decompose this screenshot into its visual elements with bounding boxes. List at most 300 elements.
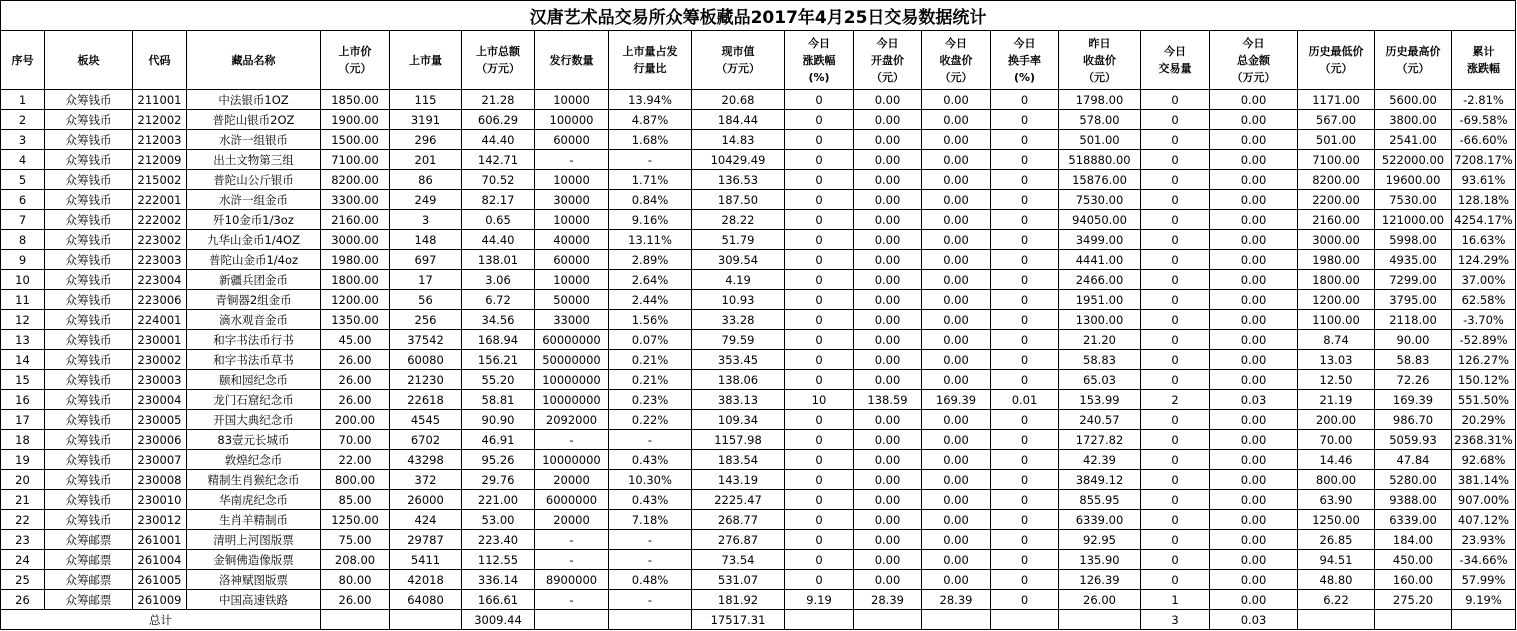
table-cell: 4 bbox=[1, 150, 45, 170]
table-cell: 261004 bbox=[133, 550, 187, 570]
table-cell: 64080 bbox=[390, 590, 462, 610]
table-cell: 0 bbox=[1141, 510, 1210, 530]
title-row bbox=[1, 1, 1516, 31]
table-cell: 75.00 bbox=[321, 530, 390, 550]
table-cell: 3849.12 bbox=[1059, 470, 1141, 490]
total-cell-empty bbox=[854, 610, 922, 630]
table-cell: 0.22% bbox=[609, 410, 692, 430]
column-header: 今日 涨跌幅 (%) bbox=[785, 31, 854, 90]
table-cell: 龙门石窟纪念币 bbox=[187, 390, 321, 410]
table-cell: 12 bbox=[1, 310, 45, 330]
table-cell: 20 bbox=[1, 470, 45, 490]
table-cell: 1250.00 bbox=[321, 510, 390, 530]
table-cell: 44.40 bbox=[462, 230, 535, 250]
table-cell: 普陀山金币1/4oz bbox=[187, 250, 321, 270]
table-cell: 1980.00 bbox=[321, 250, 390, 270]
table-cell: 46.91 bbox=[462, 430, 535, 450]
table-cell: 13.03 bbox=[1298, 350, 1375, 370]
table-cell: 8900000 bbox=[535, 570, 609, 590]
table-cell: 1.71% bbox=[609, 170, 692, 190]
table-cell: 0.00 bbox=[1210, 550, 1298, 570]
table-cell: 19600.00 bbox=[1375, 170, 1452, 190]
table-cell: 0.00 bbox=[922, 510, 991, 530]
table-row bbox=[1, 370, 1516, 390]
table-cell: 5 bbox=[1, 170, 45, 190]
table-cell: 0.00 bbox=[922, 250, 991, 270]
table-row bbox=[1, 570, 1516, 590]
table-cell: 73.54 bbox=[692, 550, 785, 570]
table-cell: 众筹钱币 bbox=[45, 290, 133, 310]
table-cell: 0 bbox=[785, 150, 854, 170]
column-header: 藏品名称 bbox=[187, 31, 321, 90]
table-cell: 9.16% bbox=[609, 210, 692, 230]
table-cell: 0.65 bbox=[462, 210, 535, 230]
table-cell: 0 bbox=[785, 350, 854, 370]
table-cell: 0 bbox=[1141, 350, 1210, 370]
table-cell: 100000 bbox=[535, 110, 609, 130]
table-cell: 1200.00 bbox=[1298, 290, 1375, 310]
table-cell: 0 bbox=[991, 350, 1059, 370]
table-cell: 200.00 bbox=[1298, 410, 1375, 430]
table-cell: 82.17 bbox=[462, 190, 535, 210]
table-cell: 606.29 bbox=[462, 110, 535, 130]
table-cell: 0.00 bbox=[922, 190, 991, 210]
table-cell: 51.79 bbox=[692, 230, 785, 250]
table-cell: 230012 bbox=[133, 510, 187, 530]
table-cell: 0.00 bbox=[1210, 330, 1298, 350]
table-cell: 1500.00 bbox=[321, 130, 390, 150]
table-cell: -66.60% bbox=[1452, 130, 1516, 150]
table-cell: 240.57 bbox=[1059, 410, 1141, 430]
table-cell: 45.00 bbox=[321, 330, 390, 350]
table-cell: 0 bbox=[1141, 170, 1210, 190]
table-cell: 0 bbox=[991, 430, 1059, 450]
table-cell: - bbox=[609, 590, 692, 610]
table-cell: 372 bbox=[390, 470, 462, 490]
table-cell: 24 bbox=[1, 550, 45, 570]
total-cell-empty bbox=[390, 610, 462, 630]
table-cell: 8.74 bbox=[1298, 330, 1375, 350]
table-cell: 42018 bbox=[390, 570, 462, 590]
table-cell: 223002 bbox=[133, 230, 187, 250]
table-cell: 5411 bbox=[390, 550, 462, 570]
table-cell: 21.19 bbox=[1298, 390, 1375, 410]
table-cell: 83壹元长城币 bbox=[187, 430, 321, 450]
table-cell: 94050.00 bbox=[1059, 210, 1141, 230]
table-cell: 0.00 bbox=[854, 510, 922, 530]
table-cell: 0 bbox=[1141, 130, 1210, 150]
table-cell: 60080 bbox=[390, 350, 462, 370]
table-cell: 0.00 bbox=[854, 350, 922, 370]
total-cell-empty bbox=[785, 610, 854, 630]
table-cell: 181.92 bbox=[692, 590, 785, 610]
table-cell: 0 bbox=[785, 230, 854, 250]
table-cell: 5280.00 bbox=[1375, 470, 1452, 490]
table-cell: 0.00 bbox=[854, 210, 922, 230]
table-cell: 0.00 bbox=[854, 450, 922, 470]
table-cell: 2 bbox=[1141, 390, 1210, 410]
column-header: 序号 bbox=[1, 31, 45, 90]
table-cell: 92.95 bbox=[1059, 530, 1141, 550]
table-cell: 309.54 bbox=[692, 250, 785, 270]
table-cell: 众筹钱币 bbox=[45, 190, 133, 210]
table-cell: 0 bbox=[991, 510, 1059, 530]
table-cell: 0.00 bbox=[922, 290, 991, 310]
table-cell: 众筹钱币 bbox=[45, 250, 133, 270]
header-row bbox=[1, 31, 1516, 90]
table-cell: 众筹邮票 bbox=[45, 590, 133, 610]
table-cell: 0.00 bbox=[854, 90, 922, 110]
sheet-title: 汉唐艺术品交易所众筹板藏品2017年4月25日交易数据统计 bbox=[1, 1, 1516, 31]
table-cell: 336.14 bbox=[462, 570, 535, 590]
table-cell: 众筹钱币 bbox=[45, 90, 133, 110]
table-cell: 138.06 bbox=[692, 370, 785, 390]
table-cell: 21230 bbox=[390, 370, 462, 390]
table-cell: 众筹钱币 bbox=[45, 270, 133, 290]
table-cell: 2.64% bbox=[609, 270, 692, 290]
table-cell: 众筹钱币 bbox=[45, 330, 133, 350]
table-cell: 70.00 bbox=[1298, 430, 1375, 450]
table-cell: 0.00 bbox=[922, 150, 991, 170]
table-cell: 1171.00 bbox=[1298, 90, 1375, 110]
table-cell: 124.29% bbox=[1452, 250, 1516, 270]
table-cell: 187.50 bbox=[692, 190, 785, 210]
column-header: 上市量 bbox=[390, 31, 462, 90]
table-cell: 20.68 bbox=[692, 90, 785, 110]
table-cell: 0.00 bbox=[1210, 190, 1298, 210]
table-cell: 16.63% bbox=[1452, 230, 1516, 250]
table-cell: 0.00 bbox=[1210, 230, 1298, 250]
table-cell: 0 bbox=[785, 310, 854, 330]
table-cell: 生肖羊精制币 bbox=[187, 510, 321, 530]
table-cell: 21.28 bbox=[462, 90, 535, 110]
table-cell: 222002 bbox=[133, 210, 187, 230]
table-cell: 21.20 bbox=[1059, 330, 1141, 350]
table-row bbox=[1, 110, 1516, 130]
table-cell: 2225.47 bbox=[692, 490, 785, 510]
table-cell: 10.30% bbox=[609, 470, 692, 490]
table-cell: 223004 bbox=[133, 270, 187, 290]
table-cell: 93.61% bbox=[1452, 170, 1516, 190]
table-cell: 众筹钱币 bbox=[45, 490, 133, 510]
table-cell: 501.00 bbox=[1059, 130, 1141, 150]
table-cell: -2.81% bbox=[1452, 90, 1516, 110]
table-cell: 15 bbox=[1, 370, 45, 390]
table-cell: 0.00 bbox=[1210, 450, 1298, 470]
table-cell: 清明上河图版票 bbox=[187, 530, 321, 550]
table-cell: 歼10金币1/3oz bbox=[187, 210, 321, 230]
table-cell: 0 bbox=[785, 450, 854, 470]
table-cell: 28.39 bbox=[854, 590, 922, 610]
table-cell: 907.00% bbox=[1452, 490, 1516, 510]
table-cell: 261005 bbox=[133, 570, 187, 590]
table-cell: 92.68% bbox=[1452, 450, 1516, 470]
table-cell: 531.07 bbox=[692, 570, 785, 590]
table-cell: 1798.00 bbox=[1059, 90, 1141, 110]
table-cell: 72.26 bbox=[1375, 370, 1452, 390]
table-cell: 0.00 bbox=[922, 110, 991, 130]
table-cell: 3.06 bbox=[462, 270, 535, 290]
table-cell: 10 bbox=[785, 390, 854, 410]
table-cell: 0.00 bbox=[922, 370, 991, 390]
table-cell: 70.52 bbox=[462, 170, 535, 190]
table-cell: 普陀山银币2OZ bbox=[187, 110, 321, 130]
table-cell: 450.00 bbox=[1375, 550, 1452, 570]
table-cell: 众筹钱币 bbox=[45, 410, 133, 430]
table-body bbox=[1, 90, 1516, 610]
table-cell: 0 bbox=[991, 190, 1059, 210]
table-row bbox=[1, 410, 1516, 430]
table-cell: 0 bbox=[785, 410, 854, 430]
table-cell: 16 bbox=[1, 390, 45, 410]
table-cell: 0 bbox=[1141, 150, 1210, 170]
table-cell: 0.00 bbox=[854, 550, 922, 570]
table-cell: 0 bbox=[1141, 490, 1210, 510]
table-cell: 0.00 bbox=[1210, 350, 1298, 370]
table-row bbox=[1, 530, 1516, 550]
table-cell: 166.61 bbox=[462, 590, 535, 610]
table-cell: 0 bbox=[991, 250, 1059, 270]
table-cell: 6000000 bbox=[535, 490, 609, 510]
table-cell: 众筹钱币 bbox=[45, 210, 133, 230]
table-cell: 0 bbox=[991, 170, 1059, 190]
table-cell: 26.00 bbox=[1059, 590, 1141, 610]
table-cell: 26.85 bbox=[1298, 530, 1375, 550]
table-cell: 10000000 bbox=[535, 370, 609, 390]
table-cell: 0 bbox=[991, 110, 1059, 130]
table-cell: 5600.00 bbox=[1375, 90, 1452, 110]
table-cell: 0 bbox=[1141, 210, 1210, 230]
table-cell: 0.01 bbox=[991, 390, 1059, 410]
table-cell: 0.00 bbox=[1210, 270, 1298, 290]
table-cell: 26000 bbox=[390, 490, 462, 510]
column-header: 上市量占发 行量比 bbox=[609, 31, 692, 90]
table-cell: 0 bbox=[991, 450, 1059, 470]
table-cell: 6339.00 bbox=[1375, 510, 1452, 530]
table-cell: 138.59 bbox=[854, 390, 922, 410]
table-cell: 8200.00 bbox=[321, 170, 390, 190]
table-cell: 224001 bbox=[133, 310, 187, 330]
table-cell: 261001 bbox=[133, 530, 187, 550]
table-cell: 522000.00 bbox=[1375, 150, 1452, 170]
table-cell: 1350.00 bbox=[321, 310, 390, 330]
table-cell: 33.28 bbox=[692, 310, 785, 330]
table-cell: 0 bbox=[991, 310, 1059, 330]
table-cell: 1900.00 bbox=[321, 110, 390, 130]
table-cell: 0 bbox=[991, 130, 1059, 150]
table-row bbox=[1, 430, 1516, 450]
column-header: 昨日 收盘价 （元） bbox=[1059, 31, 1141, 90]
total-cell-empty bbox=[1059, 610, 1141, 630]
table-cell: 230006 bbox=[133, 430, 187, 450]
table-cell: 0.23% bbox=[609, 390, 692, 410]
table-cell: 58.81 bbox=[462, 390, 535, 410]
table-cell: 0.00 bbox=[1210, 150, 1298, 170]
table-cell: 109.34 bbox=[692, 410, 785, 430]
table-cell: 156.21 bbox=[462, 350, 535, 370]
table-cell: 出土文物第三组 bbox=[187, 150, 321, 170]
table-cell: 60000000 bbox=[535, 330, 609, 350]
table-cell: 986.70 bbox=[1375, 410, 1452, 430]
table-cell: 14 bbox=[1, 350, 45, 370]
table-cell: 0 bbox=[785, 570, 854, 590]
table-cell: 洛神赋图版票 bbox=[187, 570, 321, 590]
table-cell: 353.45 bbox=[692, 350, 785, 370]
table-cell: 7208.17% bbox=[1452, 150, 1516, 170]
table-cell: 8 bbox=[1, 230, 45, 250]
table-cell: 0.00 bbox=[1210, 290, 1298, 310]
table-cell: 0.00 bbox=[1210, 490, 1298, 510]
table-cell: 0 bbox=[1141, 90, 1210, 110]
table-cell: 10000 bbox=[535, 270, 609, 290]
table-cell: 5998.00 bbox=[1375, 230, 1452, 250]
table-cell: 0 bbox=[991, 370, 1059, 390]
table-cell: 10000 bbox=[535, 210, 609, 230]
total-row bbox=[1, 610, 1516, 630]
table-cell: 0.84% bbox=[609, 190, 692, 210]
table-cell: 2.89% bbox=[609, 250, 692, 270]
table-cell: 2 bbox=[1, 110, 45, 130]
table-cell: 7530.00 bbox=[1059, 190, 1141, 210]
table-cell: 112.55 bbox=[462, 550, 535, 570]
table-cell: 0 bbox=[785, 290, 854, 310]
table-cell: 10.93 bbox=[692, 290, 785, 310]
column-header: 上市价 （元） bbox=[321, 31, 390, 90]
table-cell: 0 bbox=[1141, 430, 1210, 450]
table-cell: 65.03 bbox=[1059, 370, 1141, 390]
table-cell: 1300.00 bbox=[1059, 310, 1141, 330]
table-cell: 230002 bbox=[133, 350, 187, 370]
table-cell: - bbox=[609, 530, 692, 550]
table-cell: 0 bbox=[1141, 190, 1210, 210]
table-cell: 0 bbox=[991, 470, 1059, 490]
table-cell: 223003 bbox=[133, 250, 187, 270]
table-cell: 208.00 bbox=[321, 550, 390, 570]
table-cell: 0 bbox=[1141, 110, 1210, 130]
table-cell: 8200.00 bbox=[1298, 170, 1375, 190]
column-header: 现市值 （万元） bbox=[692, 31, 785, 90]
table-cell: 60000 bbox=[535, 250, 609, 270]
table-cell: 212002 bbox=[133, 110, 187, 130]
table-cell: 0 bbox=[785, 530, 854, 550]
table-cell: 0.00 bbox=[922, 130, 991, 150]
table-cell: 276.87 bbox=[692, 530, 785, 550]
table-cell: 众筹钱币 bbox=[45, 430, 133, 450]
table-cell: 0.00 bbox=[1210, 170, 1298, 190]
table-cell: 0 bbox=[785, 170, 854, 190]
table-cell: 2160.00 bbox=[1298, 210, 1375, 230]
table-cell: 0.00 bbox=[922, 570, 991, 590]
table-cell: 0 bbox=[785, 190, 854, 210]
total-market-value: 17517.31 bbox=[692, 610, 785, 630]
table-cell: 121000.00 bbox=[1375, 210, 1452, 230]
table-cell: 0 bbox=[785, 250, 854, 270]
total-listing: 3009.44 bbox=[462, 610, 535, 630]
table-cell: 143.19 bbox=[692, 470, 785, 490]
table-cell: 40000 bbox=[535, 230, 609, 250]
table-cell: 26 bbox=[1, 590, 45, 610]
table-cell: 1727.82 bbox=[1059, 430, 1141, 450]
table-cell: 华南虎纪念币 bbox=[187, 490, 321, 510]
table-cell: 7299.00 bbox=[1375, 270, 1452, 290]
table-cell: 230007 bbox=[133, 450, 187, 470]
table-cell: 230001 bbox=[133, 330, 187, 350]
table-cell: 567.00 bbox=[1298, 110, 1375, 130]
table-cell: 20000 bbox=[535, 470, 609, 490]
table-cell: 0.07% bbox=[609, 330, 692, 350]
table-cell: 13 bbox=[1, 330, 45, 350]
table-cell: 0 bbox=[785, 330, 854, 350]
table-cell: 9 bbox=[1, 250, 45, 270]
table-cell: 0.00 bbox=[1210, 430, 1298, 450]
table-cell: 230004 bbox=[133, 390, 187, 410]
total-cell-empty bbox=[1298, 610, 1375, 630]
table-cell: 160.00 bbox=[1375, 570, 1452, 590]
table-cell: 青铜器2组金币 bbox=[187, 290, 321, 310]
table-cell: 22 bbox=[1, 510, 45, 530]
table-cell: 57.99% bbox=[1452, 570, 1516, 590]
table-row bbox=[1, 330, 1516, 350]
table-cell: 7530.00 bbox=[1375, 190, 1452, 210]
table-cell: 43298 bbox=[390, 450, 462, 470]
table-cell: 中国高速铁路 bbox=[187, 590, 321, 610]
table-cell: 0.00 bbox=[922, 350, 991, 370]
table-row bbox=[1, 390, 1516, 410]
total-cell-empty bbox=[609, 610, 692, 630]
table-cell: 249 bbox=[390, 190, 462, 210]
table-cell: 0.21% bbox=[609, 350, 692, 370]
table-cell: 众筹钱币 bbox=[45, 150, 133, 170]
table-cell: 9388.00 bbox=[1375, 490, 1452, 510]
table-cell: 3000.00 bbox=[1298, 230, 1375, 250]
table-cell: -69.58% bbox=[1452, 110, 1516, 130]
table-cell: 3000.00 bbox=[321, 230, 390, 250]
table-cell: - bbox=[609, 430, 692, 450]
table-cell: 261009 bbox=[133, 590, 187, 610]
table-cell: 0 bbox=[785, 270, 854, 290]
table-cell: 142.71 bbox=[462, 150, 535, 170]
table-cell: 6 bbox=[1, 190, 45, 210]
table-cell: 1 bbox=[1141, 590, 1210, 610]
table-cell: 6.72 bbox=[462, 290, 535, 310]
table-cell: 28.39 bbox=[922, 590, 991, 610]
table-cell: 0 bbox=[991, 550, 1059, 570]
table-cell: 0.00 bbox=[854, 310, 922, 330]
table-cell: 敦煌纪念币 bbox=[187, 450, 321, 470]
table-cell: 221.00 bbox=[462, 490, 535, 510]
column-header: 历史最高价 （元） bbox=[1375, 31, 1452, 90]
table-cell: 47.84 bbox=[1375, 450, 1452, 470]
table-cell: 148 bbox=[390, 230, 462, 250]
table-cell: 30000 bbox=[535, 190, 609, 210]
total-label: 总计 bbox=[1, 610, 321, 630]
column-header: 发行数量 bbox=[535, 31, 609, 90]
table-cell: 60000 bbox=[535, 130, 609, 150]
table-cell: 0.00 bbox=[854, 290, 922, 310]
table-cell: 25 bbox=[1, 570, 45, 590]
table-cell: 184.00 bbox=[1375, 530, 1452, 550]
table-cell: 26.00 bbox=[321, 370, 390, 390]
table-cell: 4254.17% bbox=[1452, 210, 1516, 230]
table-cell: 14.83 bbox=[692, 130, 785, 150]
table-cell: 0 bbox=[991, 210, 1059, 230]
column-header: 历史最低价 （元） bbox=[1298, 31, 1375, 90]
table-cell: 众筹钱币 bbox=[45, 470, 133, 490]
column-header: 今日 总金额 （万元） bbox=[1210, 31, 1298, 90]
table-cell: 1951.00 bbox=[1059, 290, 1141, 310]
table-cell: 开国大典纪念币 bbox=[187, 410, 321, 430]
table-cell: -52.89% bbox=[1452, 330, 1516, 350]
